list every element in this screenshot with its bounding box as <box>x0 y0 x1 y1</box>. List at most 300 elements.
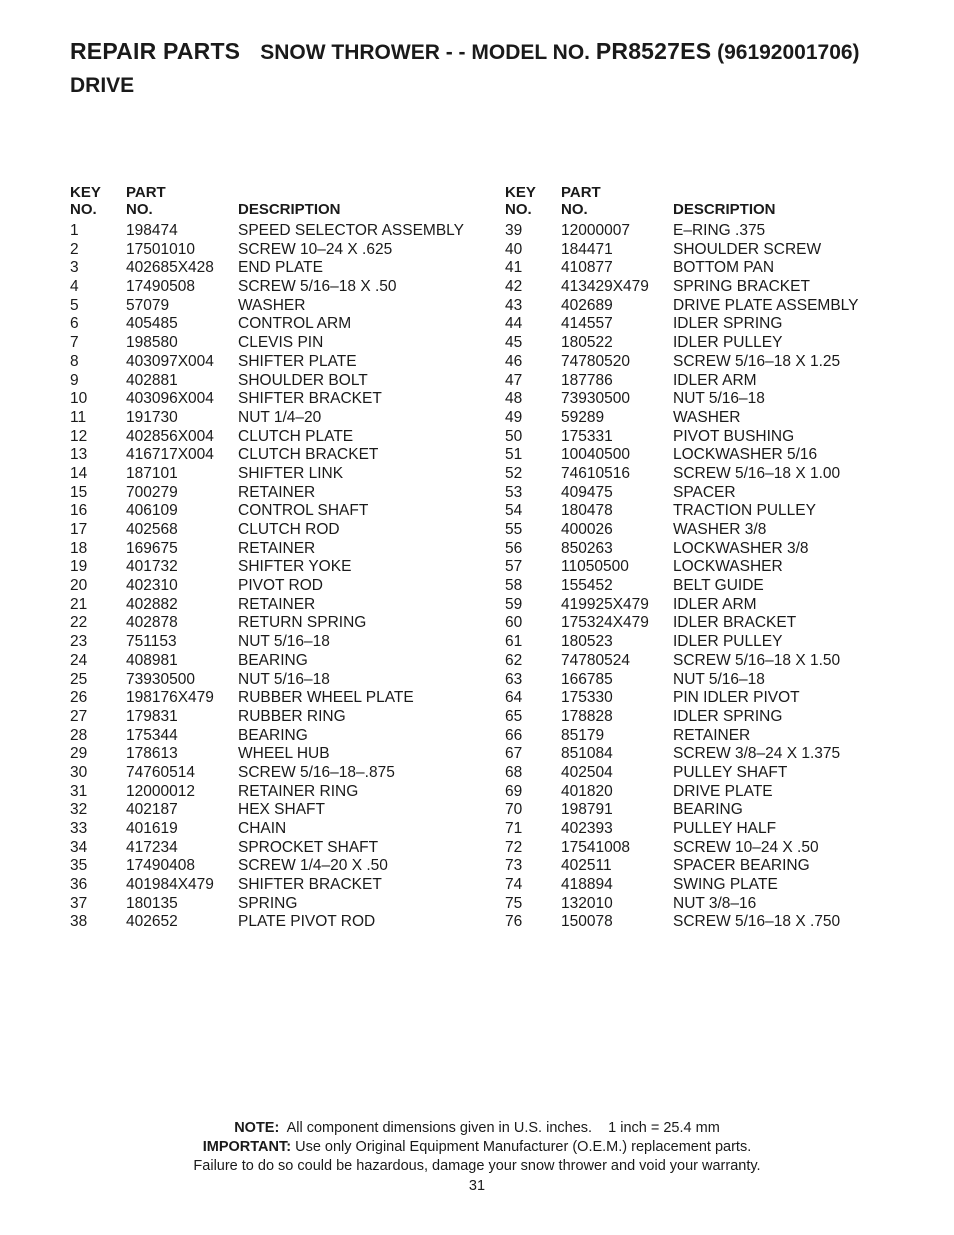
part-description: IDLER BRACKET <box>673 614 797 632</box>
part-number: 402689 <box>561 296 613 314</box>
part-description: SCREW 5/16–18 X 1.00 <box>673 464 841 482</box>
table-row <box>505 502 925 521</box>
part-description: CLUTCH ROD <box>238 521 340 538</box>
part-description: BOTTOM PAN <box>673 259 775 277</box>
part-description: SPRING <box>238 894 298 912</box>
part-number: 85179 <box>561 726 605 744</box>
description-header: DESCRIPTION <box>238 201 341 218</box>
table-row <box>70 708 490 727</box>
table-row <box>505 577 925 596</box>
table-row <box>505 820 925 839</box>
table-row <box>505 913 925 932</box>
part-number: 401820 <box>561 782 613 800</box>
part-number: 73930500 <box>126 670 195 688</box>
key-number: 4 <box>70 278 79 296</box>
table-row <box>70 222 490 241</box>
part-description: CLEVIS PIN <box>238 334 324 352</box>
part-header-line1: PART <box>126 184 166 201</box>
table-row <box>70 334 490 353</box>
key-number: 59 <box>505 595 523 613</box>
table-row <box>70 895 490 914</box>
part-description: WASHER <box>238 296 306 314</box>
part-number: 169675 <box>126 539 178 557</box>
table-row <box>505 614 925 633</box>
part-description: END PLATE <box>238 259 323 277</box>
table-row <box>70 577 490 596</box>
table-row <box>70 409 490 428</box>
key-number: 63 <box>505 670 523 688</box>
part-description: BEARING <box>238 651 308 669</box>
part-description: RETURN SPRING <box>238 614 367 632</box>
key-number: 47 <box>505 371 523 389</box>
part-description: LOCKWASHER <box>673 558 783 576</box>
key-number: 70 <box>505 801 523 819</box>
table-row <box>505 409 925 428</box>
part-description: PLATE PIVOT ROD <box>238 913 376 931</box>
table-body <box>70 222 490 932</box>
table-row <box>70 390 490 409</box>
table-row <box>70 502 490 521</box>
table-row <box>70 671 490 690</box>
table-row <box>505 390 925 409</box>
part-description: SCREW 3/8–24 X 1.375 <box>673 745 841 763</box>
table-row <box>505 596 925 615</box>
key-number: 56 <box>505 539 523 557</box>
part-number: 403097X004 <box>126 352 214 370</box>
part-number: 180522 <box>561 334 613 352</box>
key-number: 30 <box>70 763 88 781</box>
key-number: 25 <box>70 670 88 688</box>
part-number: 406109 <box>126 502 178 520</box>
part-number: 418894 <box>561 876 613 894</box>
part-number: 155452 <box>561 577 613 595</box>
part-description: SPACER BEARING <box>673 857 810 875</box>
part-number: 180135 <box>126 894 178 912</box>
table-row <box>70 521 490 540</box>
part-description: PULLEY HALF <box>673 820 777 837</box>
part-number: 417234 <box>126 838 178 856</box>
part-number: 850263 <box>561 539 613 557</box>
part-description: SCREW 10–24 X .625 <box>238 240 393 258</box>
part-number: 187101 <box>126 464 178 482</box>
key-number: 49 <box>505 408 523 426</box>
part-description: WASHER <box>673 408 741 426</box>
table-row <box>70 876 490 895</box>
key-number: 65 <box>505 707 523 725</box>
key-number: 55 <box>505 521 523 538</box>
part-description: DRIVE PLATE ASSEMBLY <box>673 296 859 314</box>
section-title: DRIVE <box>70 74 135 97</box>
key-number: 64 <box>505 689 523 707</box>
important-text: Use only Original Equipment Manufacturer (O.E.M.) replacement parts. <box>295 1139 752 1155</box>
key-number: 6 <box>70 315 79 333</box>
part-number: 198474 <box>126 222 178 239</box>
part-description: RETAINER RING <box>238 782 359 800</box>
part-description: SPEED SELECTOR ASSEMBLY <box>238 222 464 239</box>
key-number: 36 <box>70 876 88 894</box>
part-number: 175330 <box>561 689 613 707</box>
table-row <box>70 764 490 783</box>
key-number: 34 <box>70 838 88 856</box>
part-number: 700279 <box>126 483 178 501</box>
part-description: IDLER ARM <box>673 371 757 389</box>
key-number: 51 <box>505 446 523 464</box>
table-row <box>70 745 490 764</box>
part-description: PIVOT ROD <box>238 577 323 595</box>
table-row <box>70 801 490 820</box>
part-description: SCREW 1/4–20 X .50 <box>238 857 388 875</box>
key-header-line1: KEY <box>505 184 536 201</box>
table-row <box>505 764 925 783</box>
note-text: All component dimensions given in U.S. inches. 1 inch = 25.4 mm <box>286 1120 720 1136</box>
key-number: 17 <box>70 521 88 538</box>
part-description: RETAINER <box>238 595 316 613</box>
table-row <box>505 727 925 746</box>
part-number: 402393 <box>561 820 613 837</box>
part-description: E–RING .375 <box>673 222 766 239</box>
table-row <box>70 857 490 876</box>
part-number: 851084 <box>561 745 613 763</box>
part-description: BEARING <box>673 801 743 819</box>
table-row <box>505 783 925 802</box>
part-description: SCREW 10–24 X .50 <box>673 838 819 856</box>
key-number: 20 <box>70 577 88 595</box>
key-number: 52 <box>505 464 523 482</box>
part-description: RETAINER <box>673 726 751 744</box>
note-label: NOTE: <box>234 1120 280 1136</box>
key-number: 21 <box>70 595 88 613</box>
part-description: LOCKWASHER 3/8 <box>673 539 809 557</box>
key-number: 75 <box>505 894 523 912</box>
table-row <box>70 315 490 334</box>
table-row <box>505 652 925 671</box>
key-number: 10 <box>70 390 88 408</box>
part-description: NUT 5/16–18 <box>238 670 330 688</box>
part-description: NUT 1/4–20 <box>238 408 322 426</box>
key-number: 16 <box>70 502 88 520</box>
part-number: 402878 <box>126 614 178 632</box>
key-number: 50 <box>505 427 523 445</box>
part-number: 408981 <box>126 651 178 669</box>
part-description: RETAINER <box>238 539 316 557</box>
part-description: IDLER PULLEY <box>673 633 783 651</box>
table-row <box>505 446 925 465</box>
table-header <box>70 184 490 221</box>
table-row <box>505 372 925 391</box>
key-number: 69 <box>505 782 523 800</box>
parts-table-right <box>505 184 925 932</box>
part-header-line2: NO. <box>561 201 588 218</box>
part-number: 180478 <box>561 502 613 520</box>
part-header-line1: PART <box>561 184 601 201</box>
part-description: PULLEY SHAFT <box>673 763 788 781</box>
table-row <box>70 446 490 465</box>
key-number: 42 <box>505 278 523 296</box>
key-number: 22 <box>70 614 88 632</box>
key-number: 12 <box>70 427 88 445</box>
key-number: 5 <box>70 296 79 314</box>
part-header-line2: NO. <box>126 201 153 218</box>
key-number: 72 <box>505 838 523 856</box>
part-description: SCREW 5/16–18 X 1.25 <box>673 352 841 370</box>
part-description: SHOULDER SCREW <box>673 240 822 258</box>
key-number: 41 <box>505 259 523 277</box>
part-number: 198791 <box>561 801 613 819</box>
part-description: TRACTION PULLEY <box>673 502 816 520</box>
part-number: 12000012 <box>126 782 195 800</box>
table-row <box>70 372 490 391</box>
part-description: SCREW 5/16–18 X .750 <box>673 913 841 931</box>
part-number: 11050500 <box>561 558 629 576</box>
key-number: 18 <box>70 539 88 557</box>
key-number: 44 <box>505 315 523 333</box>
part-number: 410877 <box>561 259 613 277</box>
part-number: 402856X004 <box>126 427 214 445</box>
part-number: 132010 <box>561 894 613 912</box>
part-number: 403096X004 <box>126 390 214 408</box>
part-number: 74610516 <box>561 464 630 482</box>
part-number: 74760514 <box>126 763 195 781</box>
part-number: 419925X479 <box>561 595 649 613</box>
part-description: CLUTCH BRACKET <box>238 446 379 464</box>
part-number: 175324X479 <box>561 614 649 632</box>
key-number: 45 <box>505 334 523 352</box>
part-description: WHEEL HUB <box>238 745 330 763</box>
table-row <box>505 857 925 876</box>
table-row <box>505 334 925 353</box>
key-number: 11 <box>70 408 87 426</box>
key-number: 62 <box>505 651 523 669</box>
part-number: 751153 <box>126 633 177 651</box>
part-number: 416717X004 <box>126 446 214 464</box>
part-number: 150078 <box>561 913 613 931</box>
part-number: 402310 <box>126 577 178 595</box>
table-row <box>505 689 925 708</box>
key-header-line2: NO. <box>70 201 97 218</box>
part-number: 409475 <box>561 483 613 501</box>
part-number: 401619 <box>126 820 178 837</box>
table-row <box>505 521 925 540</box>
part-description: BELT GUIDE <box>673 577 764 595</box>
key-number: 14 <box>70 464 88 482</box>
part-number: 74780524 <box>561 651 630 669</box>
table-row <box>70 558 490 577</box>
key-number: 35 <box>70 857 88 875</box>
warning-line: Failure to do so could be hazardous, damage your snow thrower and void your warranty. <box>193 1158 761 1174</box>
part-number: 414557 <box>561 315 613 333</box>
part-description: DRIVE PLATE <box>673 782 773 800</box>
part-number: 57079 <box>126 296 170 314</box>
part-description: SWING PLATE <box>673 876 778 894</box>
part-number: 402652 <box>126 913 178 931</box>
page-number: 31 <box>468 1178 486 1194</box>
table-row <box>505 484 925 503</box>
part-description: SHOULDER BOLT <box>238 371 368 389</box>
table-header <box>505 184 925 221</box>
part-description: SHIFTER PLATE <box>238 352 357 370</box>
key-number: 1 <box>70 222 79 239</box>
part-number: 180523 <box>561 633 613 651</box>
snow-thrower-label: SNOW THROWER - - MODEL NO. <box>260 41 590 64</box>
note-line <box>0 1119 954 1138</box>
part-number: 401732 <box>126 558 178 576</box>
part-number: 402882 <box>126 595 178 613</box>
part-description: LOCKWASHER 5/16 <box>673 446 818 464</box>
part-number: 178828 <box>561 707 613 725</box>
table-row <box>505 558 925 577</box>
part-number: 179831 <box>126 707 178 725</box>
part-number: 74780520 <box>561 352 630 370</box>
part-number: 73930500 <box>561 390 630 408</box>
part-number: 187786 <box>561 371 613 389</box>
part-number: 10040500 <box>561 446 630 464</box>
key-number: 28 <box>70 726 88 744</box>
table-row <box>70 297 490 316</box>
table-row <box>70 596 490 615</box>
part-number: 17490408 <box>126 857 195 875</box>
page-header <box>70 36 930 101</box>
table-row <box>70 913 490 932</box>
table-row <box>505 540 925 559</box>
repair-parts-label: REPAIR PARTS <box>70 38 241 64</box>
table-row <box>505 633 925 652</box>
part-description: HEX SHAFT <box>238 801 325 819</box>
key-number: 27 <box>70 707 88 725</box>
table-row <box>70 278 490 297</box>
key-number: 54 <box>505 502 523 520</box>
part-description: BEARING <box>238 726 308 744</box>
part-description: CONTROL SHAFT <box>238 502 369 520</box>
table-row <box>505 353 925 372</box>
part-description: SPRING BRACKET <box>673 278 810 296</box>
table-row <box>70 241 490 260</box>
key-number: 23 <box>70 633 88 651</box>
part-number: 401984X479 <box>126 876 214 894</box>
key-header-line2: NO. <box>505 201 532 218</box>
key-number: 71 <box>505 820 523 837</box>
table-row <box>70 633 490 652</box>
table-row <box>505 876 925 895</box>
table-row <box>505 895 925 914</box>
key-number: 3 <box>70 259 79 277</box>
table-row <box>505 278 925 297</box>
part-description: PIVOT BUSHING <box>673 427 795 445</box>
key-number: 29 <box>70 745 88 763</box>
model-code: (96192001706) <box>717 41 860 64</box>
part-description: CONTROL ARM <box>238 315 352 333</box>
part-description: SHIFTER BRACKET <box>238 390 382 408</box>
part-description: SPROCKET SHAFT <box>238 838 379 856</box>
part-number: 178613 <box>126 745 178 763</box>
part-number: 413429X479 <box>561 278 649 296</box>
part-number: 17490508 <box>126 278 195 296</box>
part-description: SPACER <box>673 483 736 501</box>
part-number: 405485 <box>126 315 178 333</box>
part-description: SHIFTER BRACKET <box>238 876 382 894</box>
table-row <box>70 727 490 746</box>
part-number: 402187 <box>126 801 178 819</box>
part-number: 59289 <box>561 408 605 426</box>
table-row <box>70 540 490 559</box>
table-row <box>505 801 925 820</box>
key-number: 74 <box>505 876 523 894</box>
key-number: 13 <box>70 446 88 464</box>
table-row <box>70 353 490 372</box>
key-number: 19 <box>70 558 88 576</box>
table-row <box>70 614 490 633</box>
table-row <box>70 783 490 802</box>
key-number: 48 <box>505 390 523 408</box>
parts-table-left <box>70 184 490 932</box>
part-number: 198176X479 <box>126 689 214 707</box>
key-number: 37 <box>70 894 88 912</box>
table-row <box>505 839 925 858</box>
table-row <box>505 671 925 690</box>
part-number: 400026 <box>561 521 613 538</box>
part-number: 17541008 <box>561 838 630 856</box>
key-number: 53 <box>505 483 523 501</box>
part-description: SCREW 5/16–18 X .50 <box>238 278 397 296</box>
part-description: SHIFTER YOKE <box>238 558 352 576</box>
key-number: 8 <box>70 352 79 370</box>
part-description: RETAINER <box>238 483 316 501</box>
key-number: 76 <box>505 913 523 931</box>
key-number: 7 <box>70 334 79 352</box>
model-number: PR8527ES <box>595 38 712 64</box>
table-row <box>70 689 490 708</box>
part-description: NUT 5/16–18 <box>238 633 330 651</box>
table-row <box>505 259 925 278</box>
part-description: IDLER SPRING <box>673 315 783 333</box>
part-description: RUBBER RING <box>238 707 346 725</box>
key-number: 43 <box>505 296 523 314</box>
table-row <box>70 652 490 671</box>
part-number: 184471 <box>561 240 613 258</box>
part-description: NUT 5/16–18 <box>673 670 765 688</box>
key-number: 40 <box>505 240 523 258</box>
key-number: 67 <box>505 745 523 763</box>
table-row <box>70 428 490 447</box>
part-description: IDLER ARM <box>673 595 757 613</box>
table-row <box>505 297 925 316</box>
key-number: 15 <box>70 483 88 501</box>
important-line <box>0 1138 954 1157</box>
part-number: 402504 <box>561 763 613 781</box>
part-number: 402568 <box>126 521 178 538</box>
part-description: PIN IDLER PIVOT <box>673 689 800 707</box>
part-number: 166785 <box>561 670 613 688</box>
key-number: 24 <box>70 651 88 669</box>
important-label: IMPORTANT: <box>202 1139 292 1155</box>
part-description: IDLER SPRING <box>673 707 783 725</box>
key-number: 38 <box>70 913 88 931</box>
table-row <box>505 222 925 241</box>
part-description: SHIFTER LINK <box>238 464 344 482</box>
table-row <box>70 484 490 503</box>
key-number: 32 <box>70 801 88 819</box>
table-body <box>505 222 925 932</box>
table-row <box>70 820 490 839</box>
key-number: 73 <box>505 857 523 875</box>
part-description: RUBBER WHEEL PLATE <box>238 689 414 707</box>
part-number: 17501010 <box>126 240 195 258</box>
key-number: 2 <box>70 240 79 258</box>
table-row <box>505 315 925 334</box>
part-number: 175331 <box>561 427 613 445</box>
part-description: NUT 3/8–16 <box>673 894 757 912</box>
table-row <box>505 708 925 727</box>
table-row <box>70 839 490 858</box>
